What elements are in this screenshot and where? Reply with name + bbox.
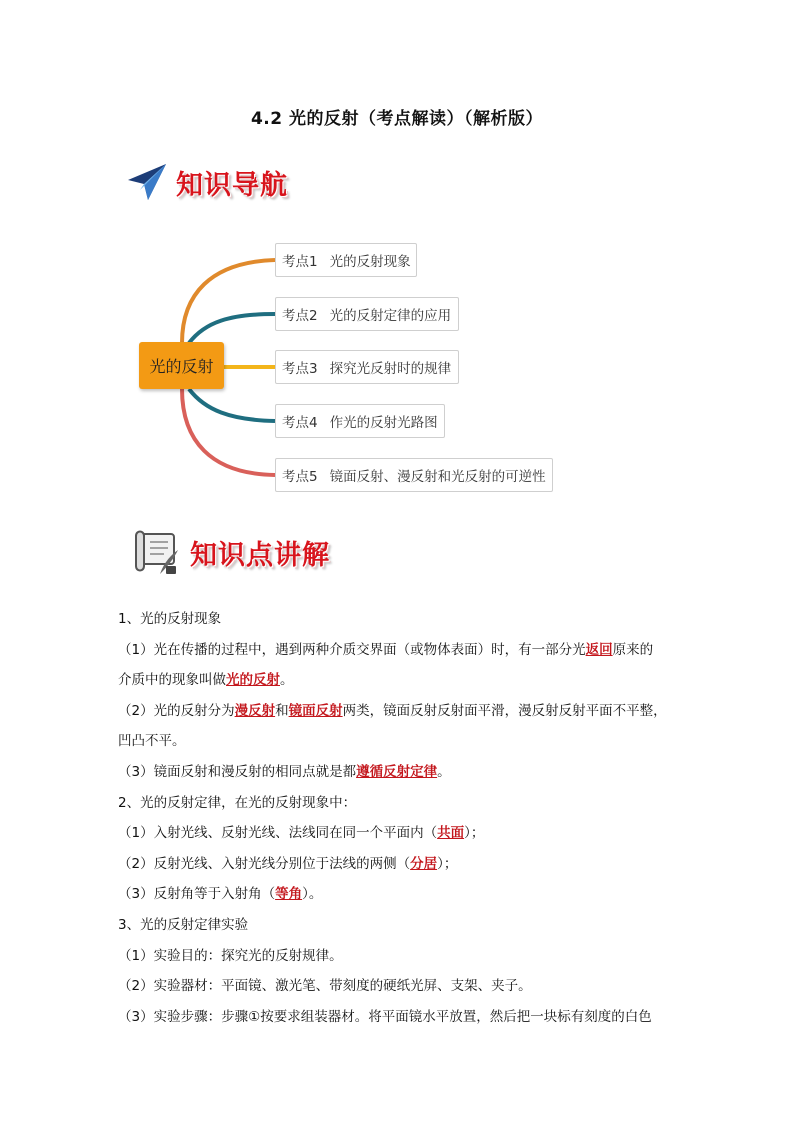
section-3-heading: 3、光的反射定律实验 <box>118 916 249 933</box>
branch-5 <box>182 389 275 475</box>
section-3-para-1: （1）实验目的：探究光的反射规律。 <box>118 947 343 964</box>
mindmap-node-4: 考点4 作光的反射光路图 <box>275 404 445 438</box>
section-1-para-3: （3）镜面反射和漫反射的相同点就是都遵循反射定律。 <box>118 763 451 780</box>
knowledge-explain-title: 知识点讲解 <box>190 539 330 571</box>
branch-4 <box>189 389 275 421</box>
section-1-heading: 1、光的反射现象 <box>118 611 222 627</box>
mindmap-node-1: 考点1 光的反射现象 <box>275 243 417 277</box>
content-body <box>118 604 698 1032</box>
section-2-para-2: （2）反射光线、入射光线分别位于法线的两侧（分居）； <box>118 855 458 872</box>
section-3-para-3: （3）实验步骤：步骤①按要求组装器材。将平面镜水平放置，然后把一块标有刻度的白色 <box>118 1008 652 1025</box>
page-title: 4.2 光的反射（考点解读）（解析版） <box>250 109 544 129</box>
mindmap-center: 光的反射 <box>139 342 224 389</box>
section-1-para-2: （2）光的反射分为漫反射和镜面反射两类，镜面反射反射面平滑，漫反射反射平面不平整， <box>118 702 667 719</box>
mindmap-node-2: 考点2 光的反射定律的应用 <box>275 297 459 331</box>
section-2-para-3: （3）反射角等于入射角（等角）。 <box>118 886 323 903</box>
mindmap-node-5: 考点5 镜面反射、漫反射和光反射的可逆性 <box>275 458 553 492</box>
section-1-para-2-cont: 凹凸不平。 <box>118 733 186 750</box>
knowledge-nav-title: 知识导航 <box>176 169 288 201</box>
branch-1 <box>182 260 275 343</box>
section-1-para-1-cont: 介质中的现象叫做光的反射。 <box>118 672 294 689</box>
section-3-para-2: （2）实验器材：平面镜、激光笔、带刻度的硬纸光屏、支架、夹子。 <box>118 978 532 995</box>
section-1-para-1: （1）光在传播的过程中，遇到两种介质交界面（或物体表面）时，有一部分光返回原来的 <box>118 641 654 658</box>
scroll-quill-icon <box>130 526 182 578</box>
knowledge-explain-banner <box>130 526 330 578</box>
section-2-para-1: （1）入射光线、反射光线、法线同在同一个平面内（共面）； <box>118 825 485 842</box>
section-2-heading: 2、光的反射定律，在光的反射现象中： <box>118 794 357 811</box>
branch-2 <box>189 314 275 343</box>
mindmap-node-3: 考点3 探究光反射时的规律 <box>275 350 459 384</box>
